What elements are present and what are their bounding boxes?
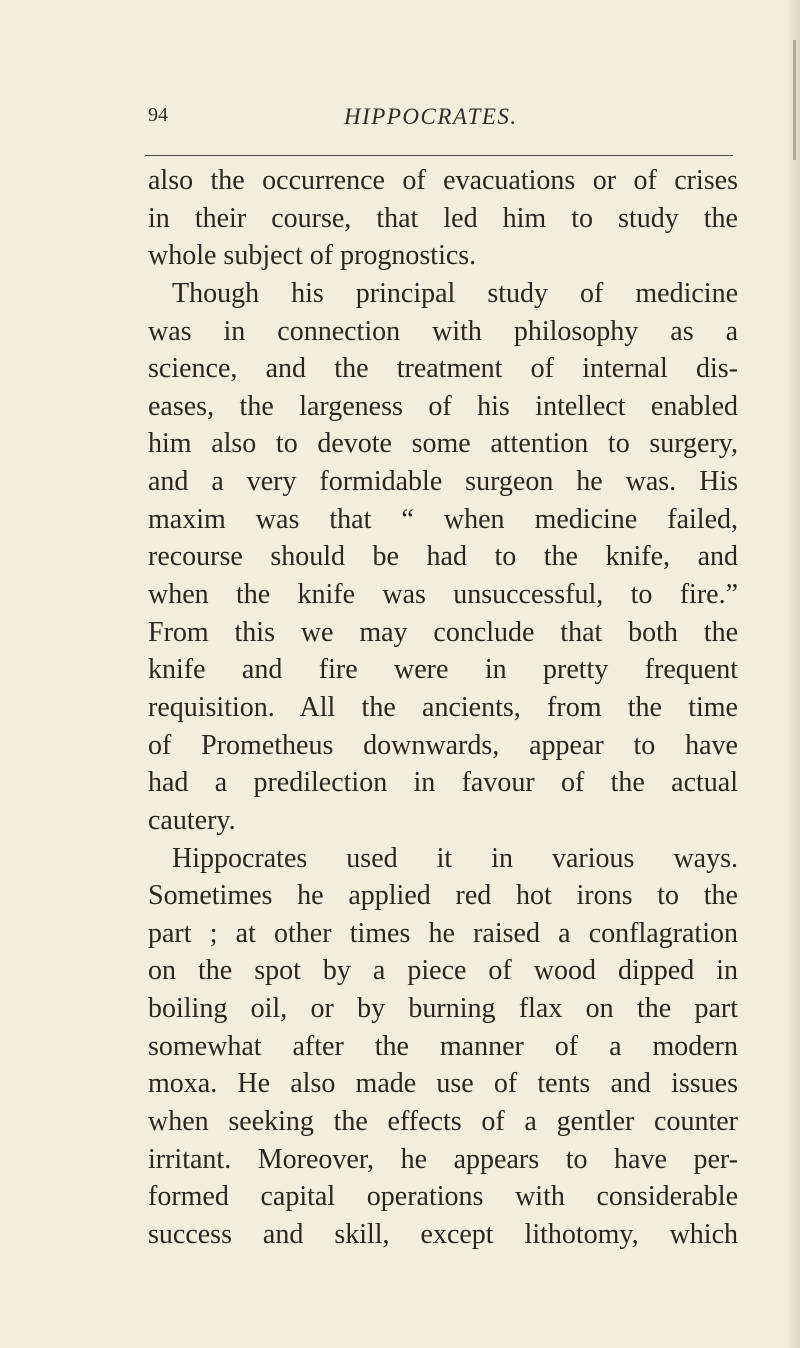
text-line: Though his principal study of medicine	[172, 277, 738, 309]
text-line: of Prometheus downwards, appear to have	[148, 729, 738, 761]
text-line: recourse should be had to the knife, and	[148, 541, 738, 573]
text-line: whole subject of prognostics.	[148, 240, 477, 272]
text-line: boiling oil, or by burning flax on the part	[148, 993, 738, 1025]
text-line: was in connection with philosophy as a	[148, 315, 738, 347]
text-line: cautery.	[148, 804, 236, 836]
text-line: Sometimes he applied red hot irons to the	[148, 880, 738, 912]
page-number: 94	[148, 104, 168, 126]
text-line: him also to devote some attention to surgery,	[148, 428, 738, 460]
page-edge-shadow	[786, 0, 800, 1348]
text-line: on the spot by a piece of wood dipped in	[148, 955, 738, 987]
text-line: somewhat after the manner of a modern	[148, 1030, 738, 1062]
text-line: science, and the treatment of internal dis-	[148, 353, 738, 385]
text-line: also the occurrence of evacuations or of crises	[148, 165, 738, 196]
text-line: when seeking the effects of a gentler counter	[148, 1106, 738, 1138]
text-line: From this we may conclude that both the	[148, 616, 738, 648]
text-line: requisition. All the ancients, from the time	[148, 691, 738, 723]
body-text	[148, 162, 738, 1254]
text-line: success and skill, except lithotomy, which	[148, 1218, 738, 1250]
text-line: had a predilection in favour of the actual	[148, 767, 738, 799]
text-line: irritant. Moreover, he appears to have per-	[148, 1143, 738, 1175]
text-line: maxim was that “ when medicine failed,	[148, 503, 738, 535]
text-line: part ; at other times he raised a conflagration	[148, 917, 738, 949]
text-line: moxa. He also made use of tents and issues	[148, 1068, 738, 1100]
text-line: knife and fire were in pretty frequent	[148, 654, 738, 686]
header-rule	[145, 155, 733, 156]
text-line: and a very formidable surgeon he was. His	[148, 466, 738, 498]
text-line: when the knife was unsuccessful, to fire.”	[148, 579, 738, 611]
page-edge-mark	[793, 40, 796, 160]
text-line: Hippocrates used it in various ways.	[172, 842, 738, 874]
running-title: HIPPOCRATES.	[344, 104, 518, 129]
running-head	[148, 104, 733, 144]
text-line: in their course, that led him to study the	[148, 202, 738, 234]
text-line: eases, the largeness of his intellect enabled	[148, 390, 738, 422]
text-line: formed capital operations with considerable	[148, 1181, 738, 1213]
